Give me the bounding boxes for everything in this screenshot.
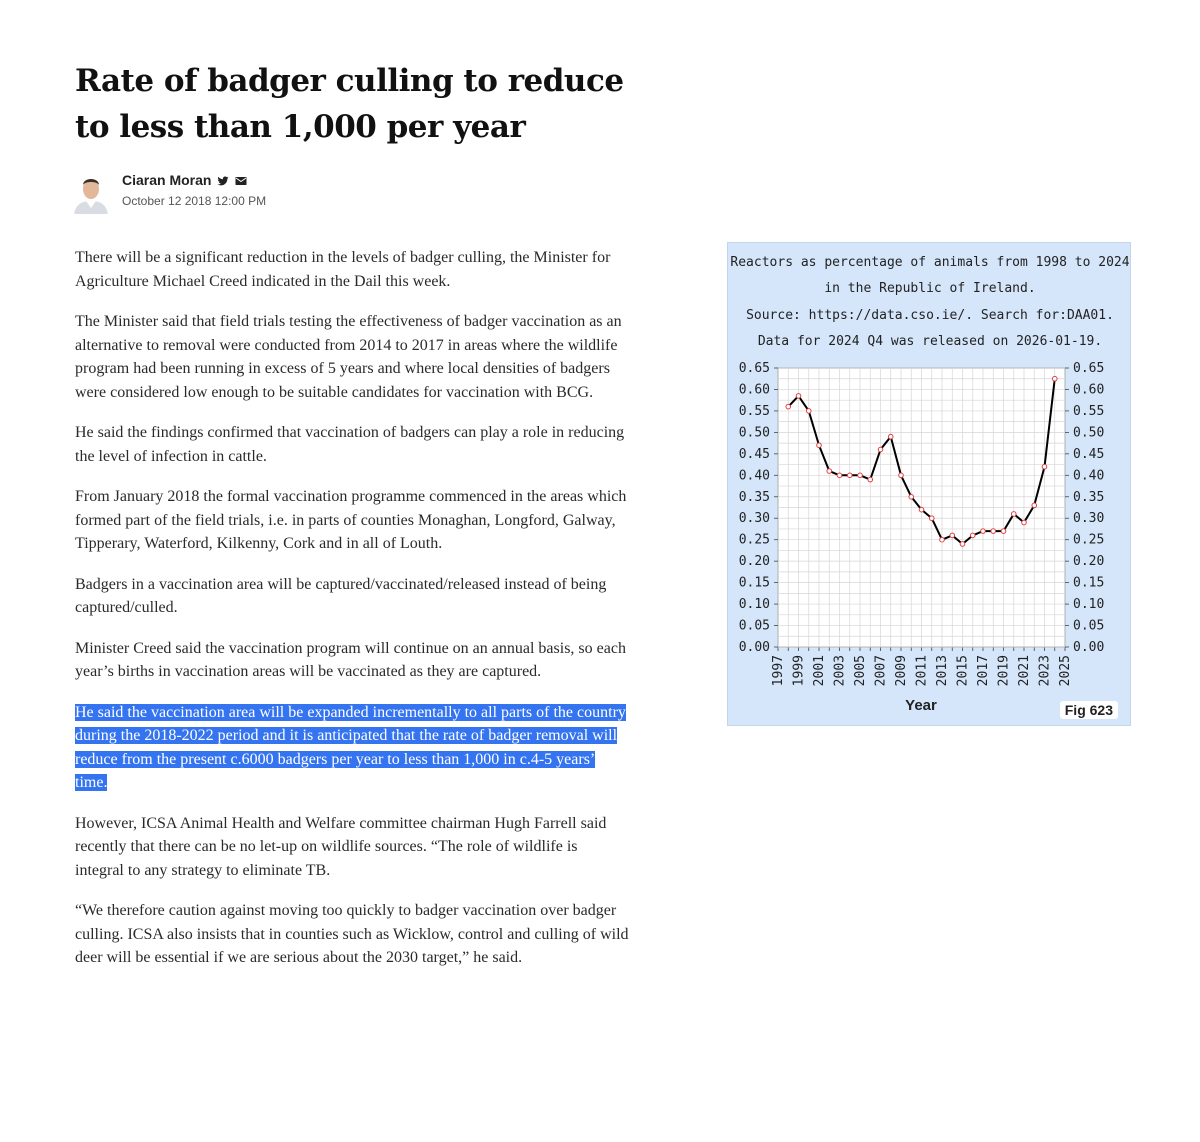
y-tick-label-right: 0.15 <box>1073 575 1105 591</box>
chart-title-line-3: Source: https://data.cso.ie/. Search for:DAA01. <box>746 308 1114 323</box>
article-headline: Rate of badger culling to reduce to less than 1,000 per year <box>75 63 624 145</box>
data-point <box>940 537 945 542</box>
x-tick-label: 2005 <box>853 655 868 687</box>
x-tick-label: 1997 <box>771 655 786 687</box>
data-point <box>899 473 904 478</box>
data-point <box>1022 520 1027 525</box>
author-avatar[interactable] <box>72 170 110 214</box>
x-tick-label: 2023 <box>1037 655 1053 687</box>
data-point <box>858 473 863 478</box>
data-point <box>970 533 975 538</box>
x-tick-label: 2007 <box>873 655 889 687</box>
article-paragraph: The Minister said that field trials testing the effectiveness of badger vaccination as an alternative to removal were conducted from 2014 to 2017 in areas where the wildlife program had been running in excess of 5 years and where local densities of badgers were considered low enough to be suitable candidates for vaccination with BCG. <box>75 313 622 401</box>
y-tick-label-right: 0.35 <box>1073 489 1105 505</box>
x-tick-label: 2011 <box>914 655 930 687</box>
article-paragraph: “We therefore caution against moving too quickly to badger vaccination over badger culling. ICSA also insists that in counties such as Wicklow, control and culling of wild deer will be essential if we are serious about the 2030 target,” he said. <box>75 902 629 966</box>
y-tick-label-right: 0.30 <box>1073 511 1105 527</box>
y-tick-label-right: 0.10 <box>1073 597 1105 613</box>
y-tick-label-right: 0.45 <box>1073 446 1105 462</box>
data-point <box>960 542 965 547</box>
y-tick-label-left: 0.40 <box>738 468 770 484</box>
y-tick-label-left: 0.15 <box>738 575 770 591</box>
y-tick-label-right: 0.40 <box>1073 468 1105 484</box>
y-tick-label-left: 0.05 <box>738 618 770 634</box>
chart-title-line-1: Reactors as percentage of animals from 1998 to 2024 <box>730 255 1130 270</box>
y-tick-label-left: 0.60 <box>738 382 770 398</box>
y-tick-label-right: 0.00 <box>1073 640 1105 655</box>
data-point <box>1032 503 1037 508</box>
data-point <box>919 507 924 512</box>
mail-icon[interactable] <box>235 174 247 186</box>
data-point <box>1001 529 1006 534</box>
y-tick-label-left: 0.45 <box>738 446 770 462</box>
data-point <box>888 434 893 439</box>
y-tick-label-left: 0.25 <box>738 532 770 548</box>
x-axis-title: Year <box>905 697 937 714</box>
x-tick-label: 2019 <box>996 655 1012 687</box>
y-tick-label-left: 0.10 <box>738 597 770 613</box>
author-name[interactable]: Ciaran Moran <box>122 172 212 188</box>
data-point <box>837 473 842 478</box>
y-tick-label-left: 0.00 <box>738 640 770 655</box>
article-paragraph-selected[interactable] <box>75 701 630 795</box>
article-paragraph: Badgers in a vaccination area will be captured/vaccinated/released instead of being captured/culled. <box>75 575 607 616</box>
y-tick-label-left: 0.20 <box>738 554 770 570</box>
chart-panel <box>727 242 1131 726</box>
x-tick-label: 2017 <box>976 655 991 687</box>
data-point <box>847 473 852 478</box>
data-point <box>786 404 791 409</box>
y-tick-label-right: 0.25 <box>1073 532 1105 548</box>
y-tick-label-right: 0.55 <box>1073 403 1105 419</box>
y-tick-label-right: 0.50 <box>1073 425 1105 441</box>
y-tick-label-right: 0.20 <box>1073 554 1105 570</box>
chart-title-line-2: in the Republic of Ireland. <box>824 281 1036 296</box>
article-paragraph: However, ICSA Animal Health and Welfare committee chairman Hugh Farrell said recently that there can be no let-up on wildlife sources. “The role of wildlife is integral to any strategy to eliminate TB. <box>75 814 607 879</box>
x-tick-label: 2025 <box>1058 655 1073 687</box>
line-chart <box>728 243 1132 727</box>
data-point <box>868 477 873 482</box>
x-tick-label: 2021 <box>1017 655 1032 687</box>
y-tick-label-left: 0.35 <box>738 489 770 505</box>
y-tick-label-left: 0.30 <box>738 511 770 527</box>
data-point <box>909 494 914 499</box>
data-point <box>878 447 883 452</box>
chart-title-line-4: Data for 2024 Q4 was released on 2026-01-19. <box>757 334 1103 349</box>
data-point <box>981 529 986 534</box>
article-paragraph: There will be a significant reduction in the levels of badger culling, the Minister for Agriculture Michael Creed indicated in the Dail this week. <box>75 249 611 290</box>
y-tick-label-left: 0.55 <box>738 403 770 419</box>
article-paragraph: From January 2018 the formal vaccination programme commenced in the areas which formed part of the field trials, i.e. in parts of counties Monaghan, Longford, Galway, Tipperary, Waterford, Kilkenny, Cork and in all of Louth. <box>75 488 627 552</box>
x-tick-label: 2001 <box>812 655 827 687</box>
x-tick-label: 2003 <box>832 655 848 687</box>
data-point <box>929 516 934 521</box>
article-body <box>75 246 630 987</box>
data-point <box>950 533 955 538</box>
twitter-icon[interactable] <box>217 174 229 186</box>
y-tick-label-right: 0.60 <box>1073 382 1105 398</box>
data-point <box>817 443 822 448</box>
x-tick-label: 2013 <box>935 655 950 687</box>
article-paragraph: Minister Creed said the vaccination program will continue on an annual basis, so each year’s births in vaccination areas will be vaccinated as they are captured. <box>75 639 626 680</box>
x-tick-label: 2009 <box>894 655 909 687</box>
publish-date: October 12 2018 12:00 PM <box>122 194 267 208</box>
data-point <box>1011 512 1016 517</box>
byline <box>72 170 472 218</box>
x-tick-label: 1999 <box>791 655 807 687</box>
selected-text[interactable]: He said the vaccination area will be expanded incrementally to all parts of the country during the 2018-2022 period and it is anticipated that the rate of badger removal will reduce from the present c.6000 badgers per year to less than 1,000 in c.4-5 years’ time. <box>75 703 626 791</box>
y-tick-label-left: 0.50 <box>738 425 770 441</box>
data-point <box>796 394 801 399</box>
y-tick-label-right: 0.65 <box>1073 361 1105 376</box>
data-point <box>1042 464 1047 469</box>
data-point <box>806 409 811 414</box>
data-point <box>991 529 996 534</box>
data-point <box>1052 376 1057 381</box>
article-paragraph: He said the findings confirmed that vaccination of badgers can play a role in reducing the level of infection in cattle. <box>75 424 625 465</box>
y-tick-label-right: 0.05 <box>1073 618 1105 634</box>
figure-label: Fig 623 <box>1060 701 1118 719</box>
data-point <box>827 469 832 474</box>
y-tick-label-left: 0.65 <box>738 361 770 376</box>
x-tick-label: 2015 <box>955 655 971 687</box>
